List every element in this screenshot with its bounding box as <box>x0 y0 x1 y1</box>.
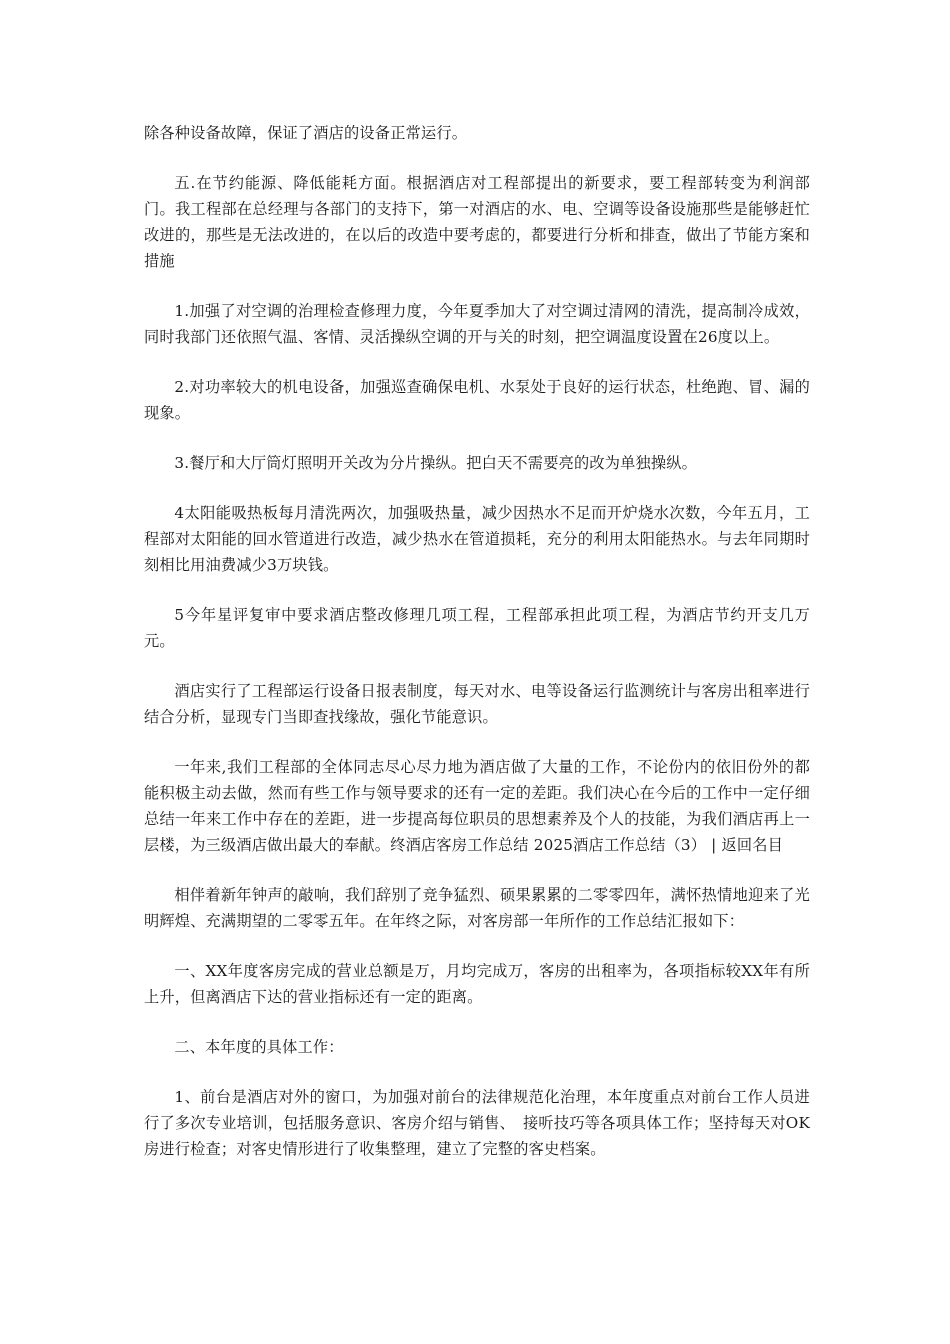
paragraph-item-1-air-conditioning: 1.加强了对空调的治理检查修理力度，今年夏季加大了对空调过清网的清洗，提高制冷成效，同时我部门还依照气温、客情、灵活操纵空调的开与关的时刻，把空调温度设置在26度以上。 <box>144 302 810 346</box>
paragraph-item-4-solar: 4太阳能吸热板每月清洗两次，加强吸热量，减少因热水不足而开炉烧水次数，今年五月，工程部对太阳能的回水管道进行改造，减少热水在管道损耗，充分的利用太阳能热水。与去年同期时刻相比用油费减少3万块钱。 <box>144 504 810 574</box>
paragraph-section-2-heading: 二、本年度的具体工作： <box>174 1038 344 1056</box>
paragraph-energy-saving: 五.在节约能源、降低能耗方面。根据酒店对工程部提出的新要求，要工程部转变为利润部门。我工程部在总经理与各部门的支持下，第一对酒店的水、电、空调等设备设施那些是能够赶忙改进的，那些是无法改进的，在以后的改造中要考虑的，都要进行分析和排查，做出了节能方案和措施 <box>144 174 810 270</box>
paragraph-new-year-intro: 相伴着新年钟声的敲响，我们辞别了竞争猛烈、硕果累累的二零零四年，满怀热情地迎来了光明辉煌、充满期望的二零零五年。在年终之际，对客房部一年所作的工作总结汇报如下： <box>144 886 810 930</box>
paragraph-daily-report: 酒店实行了工程部运行设备日报表制度，每天对水、电等设备运行监测统计与客房出租率进行结合分析，显现专门当即查找缘故，强化节能意识。 <box>144 682 810 726</box>
paragraph-section-1-revenue: 一、XX年度客房完成的营业总额是万，月均完成万，客房的出租率为，各项指标较XX年有所上升，但离酒店下达的营业指标还有一定的距离。 <box>144 962 810 1006</box>
paragraph-continuation: 除各种设备故障，保证了酒店的设备正常运行。 <box>144 124 468 142</box>
paragraph-item-2-equipment: 2.对功率较大的机电设备，加强巡查确保电机、水泵处于良好的运行状态，杜绝跑、冒、漏的现象。 <box>144 378 810 422</box>
paragraph-year-summary: 一年来,我们工程部的全体同志尽心尽力地为酒店做了大量的工作，不论份内的依旧份外的都能积极主动去做，然而有些工作与领导要求的还有一定的差距。我们决心在今后的工作中一定仔细总结一年来工作中存在的差距，进一步提高每位职员的思想素养及个人的技能，为我们酒店再上一层楼，为三级酒店做出最大的奉献。终酒店客房工作总结 2025酒店工作总结（3） | 返回名目 <box>144 758 810 854</box>
document-body <box>144 120 810 1186</box>
paragraph-front-desk: 1、前台是酒店对外的窗口，为加强对前台的法律规范化治理，本年度重点对前台工作人员进行了多次专业培训，包括服务意识、客房介绍与销售、 接听技巧等各项具体工作；坚持每天对OK房进行检查；对客史情形进行了收集整理，建立了完整的客史档案。 <box>144 1088 810 1158</box>
paragraph-item-3-lighting: 3.餐厅和大厅筒灯照明开关改为分片操纵。把白天不需要亮的改为单独操纵。 <box>174 454 698 472</box>
paragraph-item-5-star-review: 5今年星评复审中要求酒店整改修理几项工程，工程部承担此项工程，为酒店节约开支几万元。 <box>144 606 810 650</box>
